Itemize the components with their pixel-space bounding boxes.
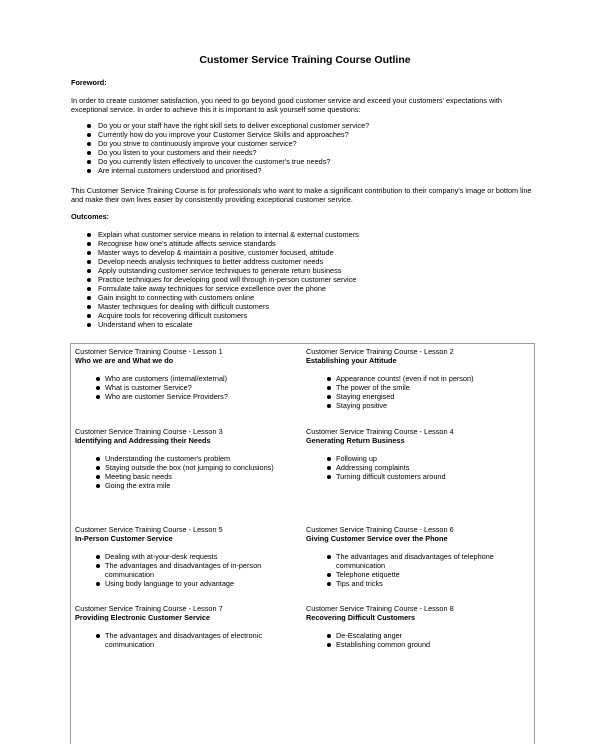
- list-item: Who are customer Service Providers?: [96, 392, 300, 401]
- list-item: Do you or your staff have the right skill sets to deliver exceptional customer service?: [87, 121, 527, 130]
- lesson-2: [306, 347, 531, 410]
- list-item: Understand when to escalate: [87, 320, 527, 329]
- list-item: Explain what customer service means in relation to internal & external customers: [87, 230, 527, 239]
- lesson-points: [96, 374, 300, 401]
- list-item: Staying outside the box (not jumping to conclusions): [96, 463, 300, 472]
- lesson-label: Customer Service Training Course - Lesson 6: [306, 525, 454, 534]
- list-item: Apply outstanding customer service techniques to generate return business: [87, 266, 527, 275]
- lesson-label: Customer Service Training Course - Lesson 8: [306, 604, 454, 613]
- list-item: The power of the smile: [327, 383, 531, 392]
- list-item: Staying positive: [327, 401, 531, 410]
- list-item: Understanding the customer's problem: [96, 454, 300, 463]
- list-item: Telephone etiquette: [327, 570, 531, 579]
- list-item: Dealing with at-your-desk requests: [96, 552, 300, 561]
- lesson-5: [75, 525, 300, 588]
- list-item: Master ways to develop & maintain a positive, customer focused, attitude: [87, 248, 527, 257]
- list-item: Staying energised: [327, 392, 531, 401]
- lesson-label: Customer Service Training Course - Lesson 3: [75, 427, 223, 436]
- lesson-label: Customer Service Training Course - Lesson 7: [75, 604, 223, 613]
- list-item: Appearance counts! (even if not in person): [327, 374, 531, 383]
- list-item: Currently how do you improve your Customer Service Skills and approaches?: [87, 130, 527, 139]
- list-item: Who are customers (internal/external): [96, 374, 300, 383]
- list-item: Using body language to your advantage: [96, 579, 300, 588]
- list-item: Practice techniques for developing good will through in-person customer service: [87, 275, 527, 284]
- lesson-points: [327, 631, 531, 649]
- list-item: Develop needs analysis techniques to better address customer needs: [87, 257, 527, 266]
- list-item: Gain insight to connecting with customers online: [87, 293, 527, 302]
- list-item: Turning difficult customers around: [327, 472, 531, 481]
- lessons-table: [70, 343, 535, 744]
- lesson-points: [327, 374, 531, 410]
- outcomes-list: [87, 230, 527, 329]
- list-item: Do you strive to continuously improve your customer service?: [87, 139, 527, 148]
- list-item: The advantages and disadvantages of in-person communication: [96, 561, 300, 579]
- lesson-name: Establishing your Attitude: [306, 356, 397, 365]
- lesson-name: Who we are and What we do: [75, 356, 174, 365]
- lesson-7: [75, 604, 300, 649]
- lesson-points: [327, 454, 531, 481]
- lesson-3: [75, 427, 300, 490]
- list-item: The advantages and disadvantages of telephone communication: [327, 552, 531, 570]
- foreword-questions-list: [87, 121, 527, 175]
- list-item: What is customer Service?: [96, 383, 300, 392]
- lesson-4: [306, 427, 531, 481]
- list-item: Acquire tools for recovering difficult customers: [87, 311, 527, 320]
- document-title: Customer Service Training Course Outline: [199, 54, 411, 66]
- lesson-6: [306, 525, 531, 588]
- list-item: Tips and tricks: [327, 579, 531, 588]
- lesson-points: [96, 454, 300, 490]
- foreword-intro: In order to create customer satisfaction, you need to go beyond good customer service and exceed your customers' expectations with exceptional service. In order to achieve this it is important to ask yourself some questions:: [71, 96, 502, 114]
- list-item: Establishing common ground: [327, 640, 531, 649]
- foreword-heading: Foreword:: [71, 78, 107, 87]
- list-item: Formulate take away techniques for service excellence over the phone: [87, 284, 527, 293]
- lesson-name: Giving Customer Service over the Phone: [306, 534, 448, 543]
- foreword-summary: This Customer Service Training Course is for professionals who want to make a significant contribution to their company's image or bottom line and make their own lives easier by consistently providing exceptional customer service.: [71, 186, 532, 204]
- lesson-points: [96, 631, 300, 649]
- lesson-name: In-Person Customer Service: [75, 534, 173, 543]
- lesson-label: Customer Service Training Course - Lesson 5: [75, 525, 223, 534]
- lesson-name: Identifying and Addressing their Needs: [75, 436, 211, 445]
- lesson-1: [75, 347, 300, 401]
- lesson-points: [327, 552, 531, 588]
- lesson-name: Recovering Difficult Customers: [306, 613, 416, 622]
- lesson-8: [306, 604, 531, 649]
- list-item: Do you listen to your customers and their needs?: [87, 148, 527, 157]
- lesson-label: Customer Service Training Course - Lesson 1: [75, 347, 223, 356]
- lesson-name: Providing Electronic Customer Service: [75, 613, 211, 622]
- list-item: Do you currently listen effectively to uncover the customer's true needs?: [87, 157, 527, 166]
- list-item: Meeting basic needs: [96, 472, 300, 481]
- list-item: De-Escalating anger: [327, 631, 531, 640]
- lesson-label: Customer Service Training Course - Lesson 4: [306, 427, 454, 436]
- lesson-label: Customer Service Training Course - Lesson 2: [306, 347, 454, 356]
- lesson-name: Generating Return Business: [306, 436, 405, 445]
- list-item: Master techniques for dealing with difficult customers: [87, 302, 527, 311]
- lesson-points: [96, 552, 300, 588]
- list-item: The advantages and disadvantages of electronic communication: [96, 631, 300, 649]
- list-item: Are internal customers understood and prioritised?: [87, 166, 527, 175]
- outcomes-heading: Outcomes:: [71, 212, 110, 221]
- list-item: Going the extra mile: [96, 481, 300, 490]
- list-item: Addressing complaints: [327, 463, 531, 472]
- list-item: Following up: [327, 454, 531, 463]
- list-item: Recognise how one's attitude affects service standards: [87, 239, 527, 248]
